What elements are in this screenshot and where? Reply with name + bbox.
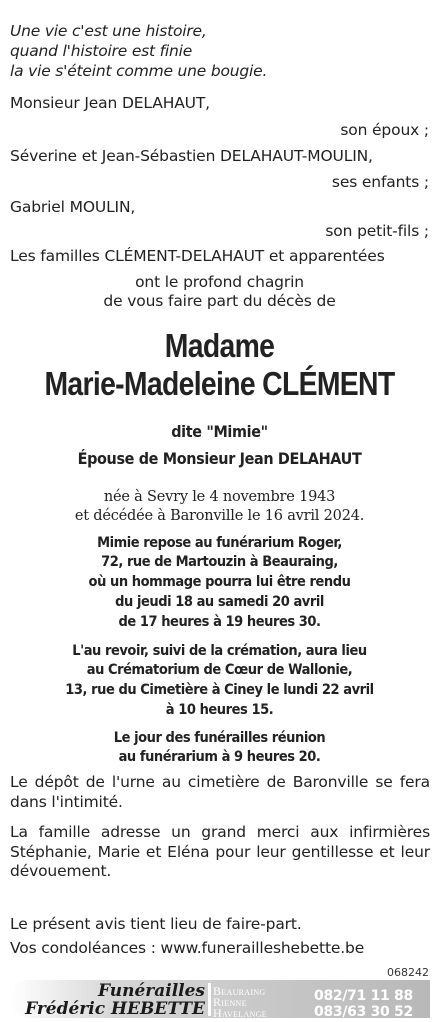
deceased-spouse: Épouse de Monsieur Jean DELAHAUT: [77, 449, 362, 468]
funerarium-line: du jeudi 18 au samedi 20 avril: [115, 594, 324, 610]
funerarium-line: Mimie repose au funérarium Roger,: [97, 535, 342, 551]
meeting-line: au funérarium à 9 heures 20.: [118, 749, 321, 765]
notice-line: Le présent avis tient lieu de faire-part.: [10, 915, 302, 933]
family-member-relation: ses enfants ;: [331, 173, 429, 191]
funeral-home-name-line2: Frédéric HEBETTE: [25, 999, 205, 1019]
banner-divider: [208, 983, 211, 1016]
phone-beauraing: 082/71 11 88: [314, 988, 413, 1004]
poem-line: quand l'histoire est finie: [10, 42, 193, 60]
location-beauraing: Beauraing: [213, 984, 266, 998]
cremation-line: à 10 heures 15.: [165, 702, 274, 718]
location-rienne: Rienne: [213, 995, 247, 1009]
cremation-line: au Crématorium de Cœur de Wallonie,: [86, 662, 353, 678]
meeting-line: Le jour des funérailles réunion: [113, 730, 326, 746]
funerarium-line: où un hommage pourra lui être rendu: [88, 574, 351, 590]
phone-havelange: 083/63 30 52: [314, 1004, 413, 1020]
deceased-nickname: dite "Mimie": [171, 422, 268, 441]
cremation-line: L'au revoir, suivi de la crémation, aura lieu: [72, 643, 367, 659]
grief-line: de vous faire part du décès de: [103, 292, 336, 310]
thanks-paragraph: La famille adresse un grand merci aux infirmières Stéphanie, Marie et Eléna pour leur gentillesse et leur dévouement.: [10, 823, 430, 880]
families-line: Les familles CLÉMENT-DELAHAUT et apparentées: [10, 247, 385, 265]
poem: [10, 21, 430, 81]
grief-line: ont le profond chagrin: [135, 273, 304, 291]
funerarium-line: de 17 heures à 19 heures 30.: [118, 614, 321, 630]
family-member-name: Séverine et Jean-Sébastien DELAHAUT-MOULIN,: [10, 147, 373, 165]
location-havelange: Havelange: [213, 1006, 267, 1020]
birth-line: née à Sevry le 4 novembre 1943: [103, 489, 336, 505]
poem-line: Une vie c'est une histoire,: [10, 22, 207, 40]
deceased-title: Madame: [164, 327, 275, 364]
death-line: et décédée à Baronville le 16 avril 2024.: [74, 508, 365, 524]
cremation-line: 13, rue du Cimetière à Ciney le lundi 22 avril: [65, 682, 374, 698]
family-member-name: Monsieur Jean DELAHAUT,: [10, 94, 210, 112]
reference-number: 068242: [387, 966, 429, 979]
family-member-relation: son petit-fils ;: [325, 222, 429, 240]
deceased-name: Marie-Madeleine CLÉMENT: [44, 365, 395, 402]
urn-paragraph: Le dépôt de l'urne au cimetière de Baronville se fera dans l'intimité.: [10, 773, 430, 811]
family-member-name: Gabriel MOULIN,: [10, 198, 136, 216]
condolences-line: Vos condoléances : www.funerailleshebette.be: [10, 939, 365, 957]
funeral-home-name-line1: Funérailles: [97, 981, 205, 1001]
poem-line: la vie s'éteint comme une bougie.: [10, 62, 268, 80]
funerarium-line: 72, rue de Martouzin à Beauraing,: [101, 554, 338, 570]
family-member-relation: son époux ;: [340, 121, 429, 139]
